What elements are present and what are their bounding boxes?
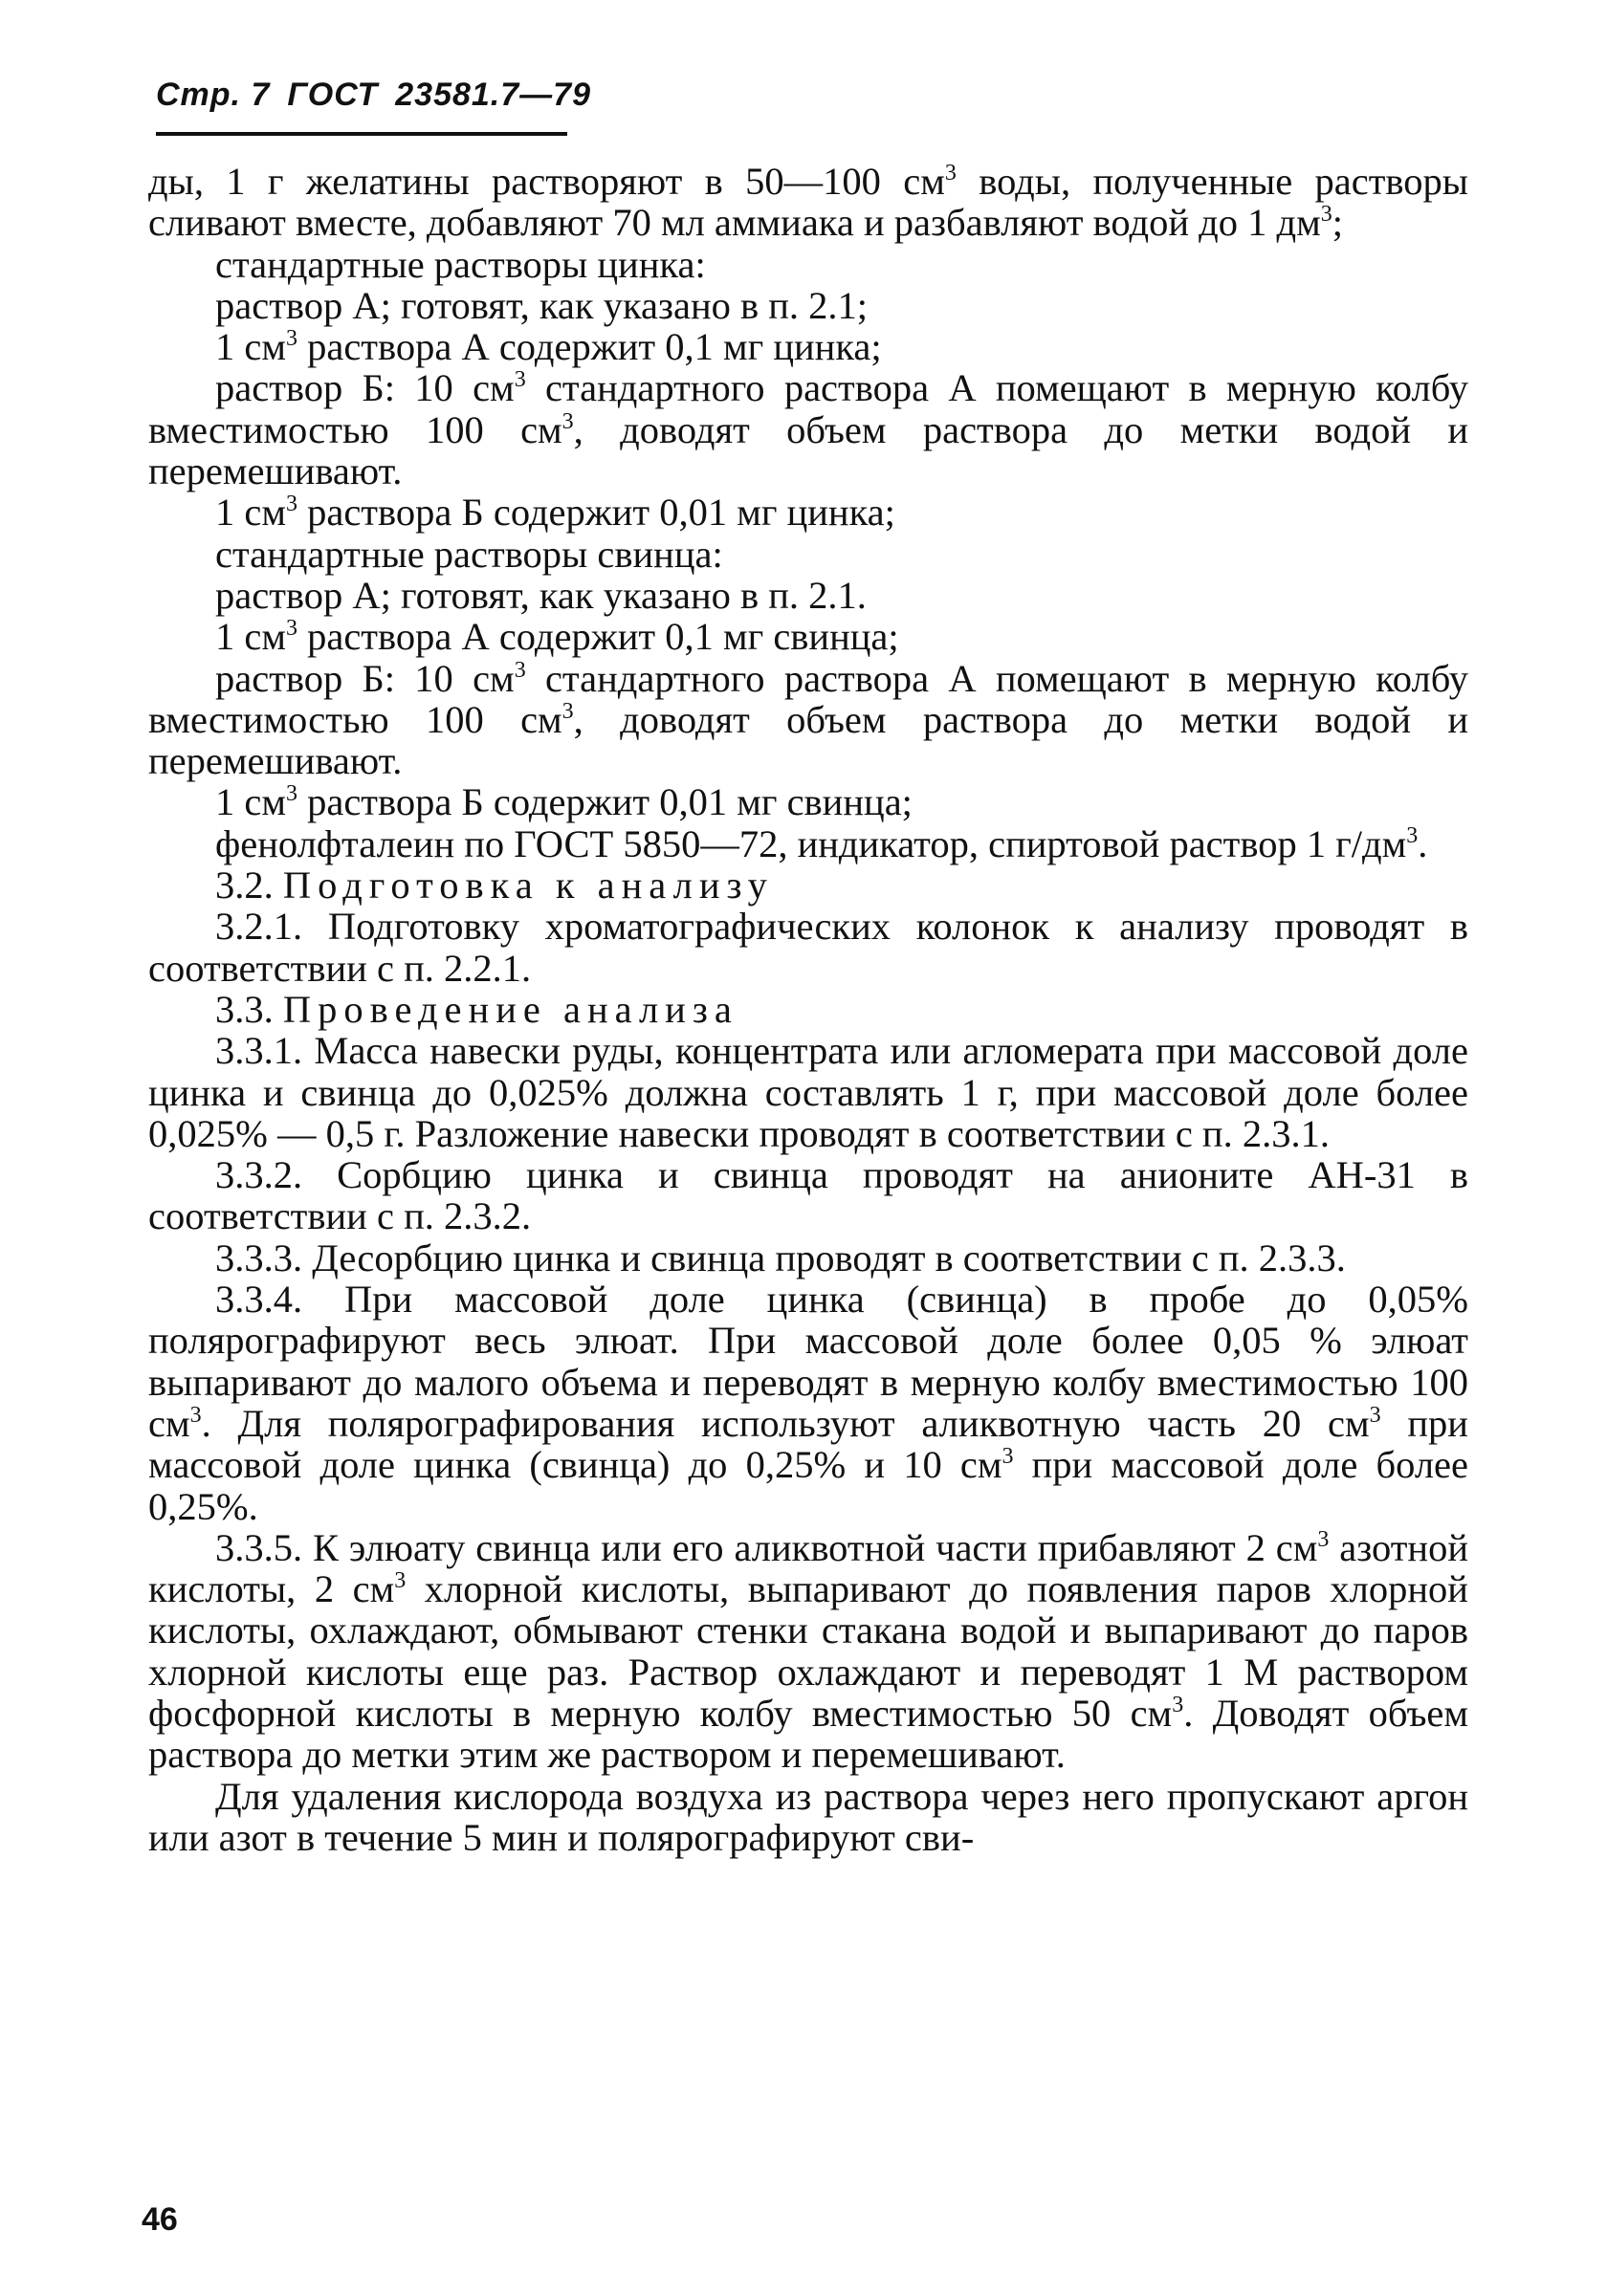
superscript: 3 bbox=[1317, 1526, 1330, 1552]
superscript: 3 bbox=[561, 408, 574, 434]
superscript: 3 bbox=[561, 698, 574, 724]
text-run: при массовой доле цинка (свинца) до 0,25% и 10 см bbox=[148, 1401, 1468, 1487]
page-label: Стр. 7 bbox=[156, 77, 271, 113]
text-run: 1 см bbox=[215, 491, 286, 535]
paragraph bbox=[148, 781, 1468, 822]
text-run: , доводят объем раствора до метки водой и перемешивают. bbox=[148, 407, 1468, 493]
superscript: 3 bbox=[1172, 1692, 1184, 1717]
paragraph bbox=[148, 367, 1468, 492]
superscript: 3 bbox=[514, 657, 526, 683]
superscript: 3 bbox=[1320, 202, 1332, 228]
header-rule bbox=[156, 132, 567, 136]
text-run: стандартного раствора А помещают в мерную колбу вместимостью 100 см bbox=[148, 656, 1469, 741]
text-run: . Для полярографирования используют аликвотную часть 20 см bbox=[201, 1401, 1370, 1445]
standard-label: ГОСТ bbox=[287, 77, 379, 113]
paragraph: 3.3.1. Масса навески руды, концентрата или агломерата при массовой доле цинка и свинца до 0,025% должна составлять 1 г, при массовой доле более 0,025% — 0,5 г. Разложение навески проводят в соответствии с п. 2.3.1. bbox=[148, 1029, 1468, 1155]
paragraph: раствор А; готовят, как указано в п. 2.1; bbox=[215, 283, 869, 327]
paragraph bbox=[148, 1527, 1468, 1776]
section-title: Подготовка к анализу bbox=[282, 864, 774, 907]
paragraph: Для удаления кислорода воздуха из раствора через него пропускают аргон или азот в течение 5 мин и полярографируют сви- bbox=[148, 1774, 1468, 1859]
paragraph: 3.3.3. Десорбцию цинка и свинца проводят в соответствии с п. 2.3.3. bbox=[215, 1235, 1346, 1279]
text-run: ды, 1 г желатины растворяют в 50—100 см bbox=[148, 160, 945, 203]
superscript: 3 bbox=[285, 616, 297, 642]
paragraph bbox=[148, 823, 1468, 864]
section-number: 3.2. bbox=[215, 864, 274, 907]
text-run: 1 см bbox=[215, 325, 286, 369]
paragraph: стандартные растворы свинца: bbox=[215, 532, 723, 576]
paragraph bbox=[148, 616, 1468, 657]
section-heading-3-3 bbox=[148, 989, 1468, 1030]
superscript: 3 bbox=[394, 1568, 407, 1594]
text-run: азотной кислоты, 2 см bbox=[148, 1525, 1468, 1611]
text-run: раствора А содержит 0,1 мг цинка; bbox=[297, 325, 882, 369]
section-number: 3.3. bbox=[215, 987, 274, 1031]
text-run: фенолфталеин по ГОСТ 5850—72, индикатор, спиртовой раствор 1 г/дм bbox=[215, 821, 1407, 865]
text-run: . bbox=[1418, 821, 1428, 865]
text-run: раствора Б содержит 0,01 мг цинка; bbox=[297, 491, 895, 535]
section-title: Проведение анализа bbox=[282, 987, 738, 1031]
text-run: 1 см bbox=[215, 615, 286, 659]
superscript: 3 bbox=[1369, 1402, 1381, 1428]
superscript: 3 bbox=[285, 781, 297, 807]
text-run: раствор Б: 10 см bbox=[215, 656, 515, 700]
superscript: 3 bbox=[285, 492, 297, 517]
superscript: 3 bbox=[1002, 1444, 1014, 1470]
text-run: 1 см bbox=[215, 780, 286, 824]
running-header bbox=[156, 77, 608, 114]
text-run: , доводят объем раствора до метки водой и перемешивают. bbox=[148, 697, 1468, 783]
paragraph: 3.3.2. Сорбцию цинка и свинца проводят на анионите АН-31 в соответствии с п. 2.3.2. bbox=[148, 1153, 1468, 1238]
text-run: 3.3.5. К элюату свинца или его аликвотной части прибавляют 2 см bbox=[215, 1525, 1318, 1569]
superscript: 3 bbox=[1406, 822, 1419, 848]
text-run: . Доводят объем раствора до метки этим же раствором и перемешивают. bbox=[148, 1691, 1468, 1777]
text-run: при массовой доле более 0,25%. bbox=[148, 1443, 1468, 1528]
paragraph: стандартные растворы цинка: bbox=[215, 242, 706, 286]
paragraph bbox=[148, 1279, 1468, 1527]
paragraph bbox=[148, 492, 1468, 533]
superscript: 3 bbox=[285, 326, 297, 352]
paragraph bbox=[148, 658, 1468, 782]
standard-number: 23581.7—79 bbox=[395, 77, 591, 113]
document-body bbox=[148, 161, 1468, 1858]
text-run: раствора А содержит 0,1 мг свинца; bbox=[297, 615, 899, 659]
superscript: 3 bbox=[189, 1402, 202, 1428]
paragraph bbox=[148, 161, 1468, 244]
superscript: 3 bbox=[944, 161, 957, 186]
text-run: 3.3.4. При массовой доле цинка (свинца) в пробе до 0,05% полярографируют весь элюат. При массовой доле более 0,05 % элюат выпаривают до малого объема и переводят в мерную колбу вместимостью 100 см bbox=[148, 1278, 1468, 1445]
paragraph bbox=[148, 326, 1468, 367]
text-run: хлорной кислоты, выпаривают до появления паров хлорной кислоты, охлаждают, обмывают стенки стакана водой и выпаривают до паров хлорной кислоты еще раз. Раствор охлаждают и переводят 1 М раствором фосфорной кислоты в мерную колбу вместимостью 50 см bbox=[148, 1567, 1468, 1735]
text-run: раствор Б: 10 см bbox=[215, 366, 515, 410]
text-run: раствора Б содержит 0,01 мг свинца; bbox=[297, 780, 913, 824]
section-heading-3-2 bbox=[148, 864, 1468, 906]
page-number: 46 bbox=[142, 2201, 178, 2238]
text-run: стандартного раствора А помещают в мерную колбу вместимостью 100 см bbox=[148, 366, 1469, 451]
text-run: воды, полученные растворы сливают вместе, добавляют 70 мл аммиака и разбавляют водой до 1 дм bbox=[148, 160, 1468, 245]
paragraph: 3.2.1. Подготовку хроматографических колонок к анализу проводят в соответствии с п. 2.2.1. bbox=[148, 905, 1468, 990]
paragraph: раствор А; готовят, как указано в п. 2.1. bbox=[215, 573, 867, 617]
superscript: 3 bbox=[514, 367, 526, 393]
text-run: ; bbox=[1332, 201, 1343, 245]
